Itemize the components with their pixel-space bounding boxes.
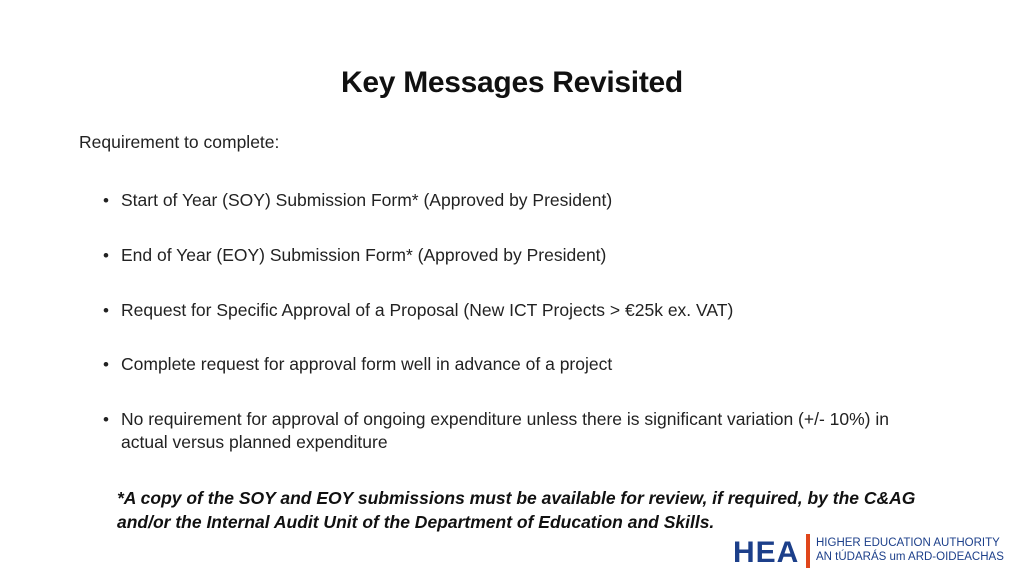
bullet-text: No requirement for approval of ongoing expenditure unless there is significant variation (+/- 10%) in actual versus planned expenditure bbox=[121, 409, 889, 452]
logo-name-english: HIGHER EDUCATION AUTHORITY bbox=[816, 537, 1000, 549]
bullet-text: Start of Year (SOY) Submission Form* (Approved by President) bbox=[121, 190, 613, 210]
intro-text: Requirement to complete: bbox=[79, 132, 280, 152]
bullet-icon: • bbox=[103, 410, 109, 429]
bullet-icon: • bbox=[103, 246, 109, 265]
bullet-item bbox=[102, 244, 606, 267]
bullet-text: Request for Specific Approval of a Proposal (New ICT Projects > €25k ex. VAT) bbox=[121, 300, 734, 320]
bullet-icon: • bbox=[103, 355, 109, 374]
bullet-text: Complete request for approval form well in advance of a project bbox=[121, 354, 613, 374]
logo-divider bbox=[806, 534, 810, 568]
bullet-item bbox=[102, 353, 612, 376]
bullet-item bbox=[102, 189, 612, 212]
bullet-icon: • bbox=[103, 191, 109, 210]
bullet-item bbox=[102, 299, 733, 322]
bullet-item bbox=[102, 408, 931, 454]
slide-title: Key Messages Revisited bbox=[341, 66, 683, 99]
footnote: *A copy of the SOY and EOY submissions must be available for review, if required, by the C&AG and/or the Internal Audit Unit of the Department of Education and Skills. bbox=[117, 488, 916, 532]
bullet-icon: • bbox=[103, 301, 109, 320]
bullet-text: End of Year (EOY) Submission Form* (Approved by President) bbox=[121, 245, 607, 265]
logo-mark: HEA bbox=[733, 536, 800, 569]
hea-logo bbox=[733, 534, 1017, 570]
logo-name-irish: AN tÚDARÁS um ARD-OIDEACHAS bbox=[816, 551, 1004, 563]
